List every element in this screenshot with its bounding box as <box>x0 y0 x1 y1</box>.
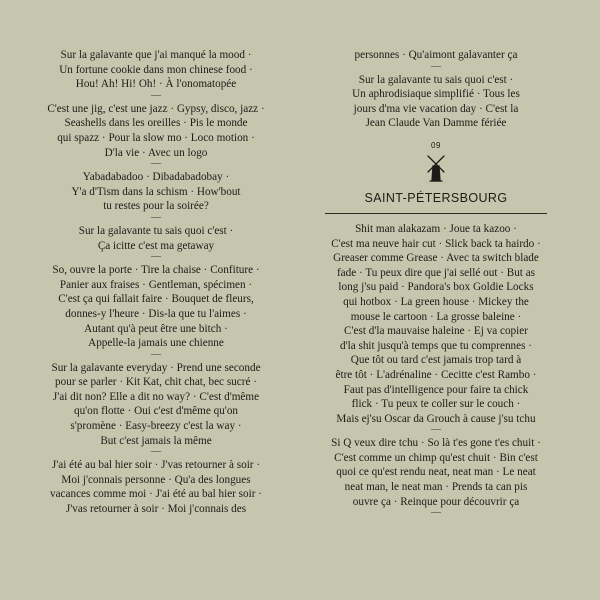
lyric-line: Un aphrodisiaque simplifié · Tous les <box>352 88 520 101</box>
lyric-line: personnes · Qu'aimont galavanter ça <box>354 49 518 61</box>
right-column <box>302 48 570 519</box>
stanza-separator: — <box>151 89 161 101</box>
stanza-separator: — <box>151 446 161 458</box>
lyric-line: s'promène · Easy-breezy c'est la way · <box>70 420 242 433</box>
lyric-line: Que tôt ou tard c'est jamais trop tard à <box>350 354 522 367</box>
lyric-line: Sur la galavante tu sais quoi c'est · <box>358 73 514 86</box>
track-number: 09 <box>431 140 441 150</box>
lyric-line: ouvre ça · Reinque pour découvrir ça <box>352 495 520 508</box>
lyric-stanza <box>22 458 290 516</box>
lyric-line: Yabadabadoo · Dibadabadobay · <box>82 171 230 184</box>
lyric-line: quoi ce qu'est rendu neat, neat man · Le neat <box>336 466 536 479</box>
lyric-line: Hou! Ah! Hi! Oh! · À l'onomatopée <box>75 78 237 91</box>
lyric-line: qui hotbox · La green house · Mickey the <box>343 295 529 308</box>
lyric-line: donnes-y l'heure · Dis-la que tu l'aimes · <box>65 307 247 320</box>
lyric-line: Appelle-la jamais une chienne <box>88 337 224 350</box>
lyric-line: J'ai été au bal hier soir · J'vas retourner à soir · <box>51 459 261 472</box>
lyric-line: Panier aux fraises · Gentleman, spécimen · <box>59 278 253 291</box>
lyric-line: Y'a d'Tism dans la schism · How'bout <box>71 185 241 198</box>
lyric-line: flick · Tu peux te coller sur le couch · <box>351 398 521 411</box>
stanza-separator: — <box>151 211 161 223</box>
lyric-line: Autant qu'à peut être une bitch · <box>84 322 228 335</box>
lyric-line: Mais ej'su Oscar da Grouch à cause j'su tchu <box>336 412 536 425</box>
lyric-line: Moi j'connais personne · Qu'a des longues <box>61 473 251 486</box>
lyric-line: C'est une jig, c'est une jazz · Gypsy, disco, jazz · <box>47 102 265 115</box>
lyric-line: fade · Tu peux dire que j'ai sellé out · But as <box>336 266 536 279</box>
lyric-stanza <box>22 170 290 214</box>
lyric-line: But c'est jamais la même <box>100 434 212 447</box>
lyric-line: Sur la galavante everyday · Prend une seconde <box>51 361 261 374</box>
lyric-line: d'la shit jusqu'à temps que tu comprennes · <box>339 339 532 352</box>
lyric-line: Seashells dans les oreilles · Pis le monde <box>64 117 248 130</box>
lyric-line: So, ouvre la porte · Tire la chaise · Confiture · <box>52 264 260 277</box>
lyric-line: D'la vie · Avec un logo <box>104 146 208 159</box>
stanza-separator: — <box>151 251 161 263</box>
stanza-separator: — <box>151 348 161 360</box>
song-header <box>302 141 570 214</box>
lyric-line: Faut pas d'intelligence pour faire ta chick <box>343 383 529 396</box>
stanza-separator: — <box>151 158 161 170</box>
lyric-line: Ça icitte c'est ma getaway <box>97 239 215 252</box>
lyric-stanza <box>302 73 570 131</box>
lyric-line: qui spazz · Pour la slow mo · Loco motion · <box>57 131 255 144</box>
lyric-line: jours d'ma vie vacation day · C'est la <box>353 102 519 115</box>
lyric-stanza <box>22 361 290 449</box>
song-title: SAINT-PÉTERSBOURG <box>364 190 508 205</box>
lyric-stanza <box>22 48 290 92</box>
lyric-line: Jean Claude Van Damme fériée <box>365 117 507 130</box>
lyric-line: Greaser comme Grease · Avec ta switch blade <box>333 252 539 265</box>
windmill-icon <box>425 153 447 183</box>
song-lyrics <box>302 222 570 519</box>
lyric-stanza <box>22 263 290 351</box>
lyric-line: Shit man alakazam · Joue ta kazoo · <box>355 222 517 235</box>
lyric-line: qu'on flotte · Oui c'est d'même qu'on <box>73 405 239 418</box>
lyric-line: Sur la galavante tu sais quoi c'est · <box>78 224 234 237</box>
lyric-line: Si Q veux dire tchu · So là t'es gone t'es chuit · <box>331 437 541 450</box>
lyric-line: vacances comme moi · J'ai été au bal hier soir · <box>49 488 262 501</box>
lyric-line: C'est comme un chimp qu'est chuit · Bin c'est <box>334 451 538 464</box>
stanza-separator: — <box>431 507 441 519</box>
lyric-line: long j'su paid · Pandora's box Goldie Locks <box>338 281 534 294</box>
title-underline <box>325 213 547 214</box>
lyric-line: Sur la galavante que j'ai manqué la mood · <box>60 49 252 61</box>
lyric-stanza <box>22 102 290 160</box>
stanza-separator: — <box>431 60 441 72</box>
lyric-line: mouse le cartoon · La grosse baleine · <box>350 310 522 323</box>
lyric-line: tu restes pour la soirée? <box>103 200 209 213</box>
lyric-line: C'est ça qui fallait faire · Bouquet de fleurs, <box>58 293 254 306</box>
lyric-stanza <box>302 436 570 509</box>
stanza-separator: — <box>431 424 441 436</box>
lyric-line: J'ai dit non? Elle a dit no way? · C'est d'même <box>52 390 260 403</box>
lyric-line: pour se parler · Kit Kat, chit chat, bec sucré · <box>55 376 257 389</box>
lyric-line: J'vas retourner à soir · Moi j'connais des <box>65 503 247 516</box>
lyric-line: C'est d'la mauvaise haleine · Ej va copier <box>344 325 528 338</box>
lyric-line: neat man, le neat man · Prends ta can pis <box>344 481 528 494</box>
lyric-stanza <box>22 224 290 253</box>
left-column <box>22 48 290 517</box>
lyric-line: C'est ma neuve hair cut · Slick back ta hairdo · <box>331 237 541 250</box>
lyric-line: être tôt · L'adrénaline · Cecitte c'est Rambo · <box>335 368 537 381</box>
lyric-stanza <box>302 222 570 426</box>
previous-song-ending <box>302 48 570 131</box>
lyric-line: Un fortune cookie dans mon chinese food · <box>59 63 253 76</box>
